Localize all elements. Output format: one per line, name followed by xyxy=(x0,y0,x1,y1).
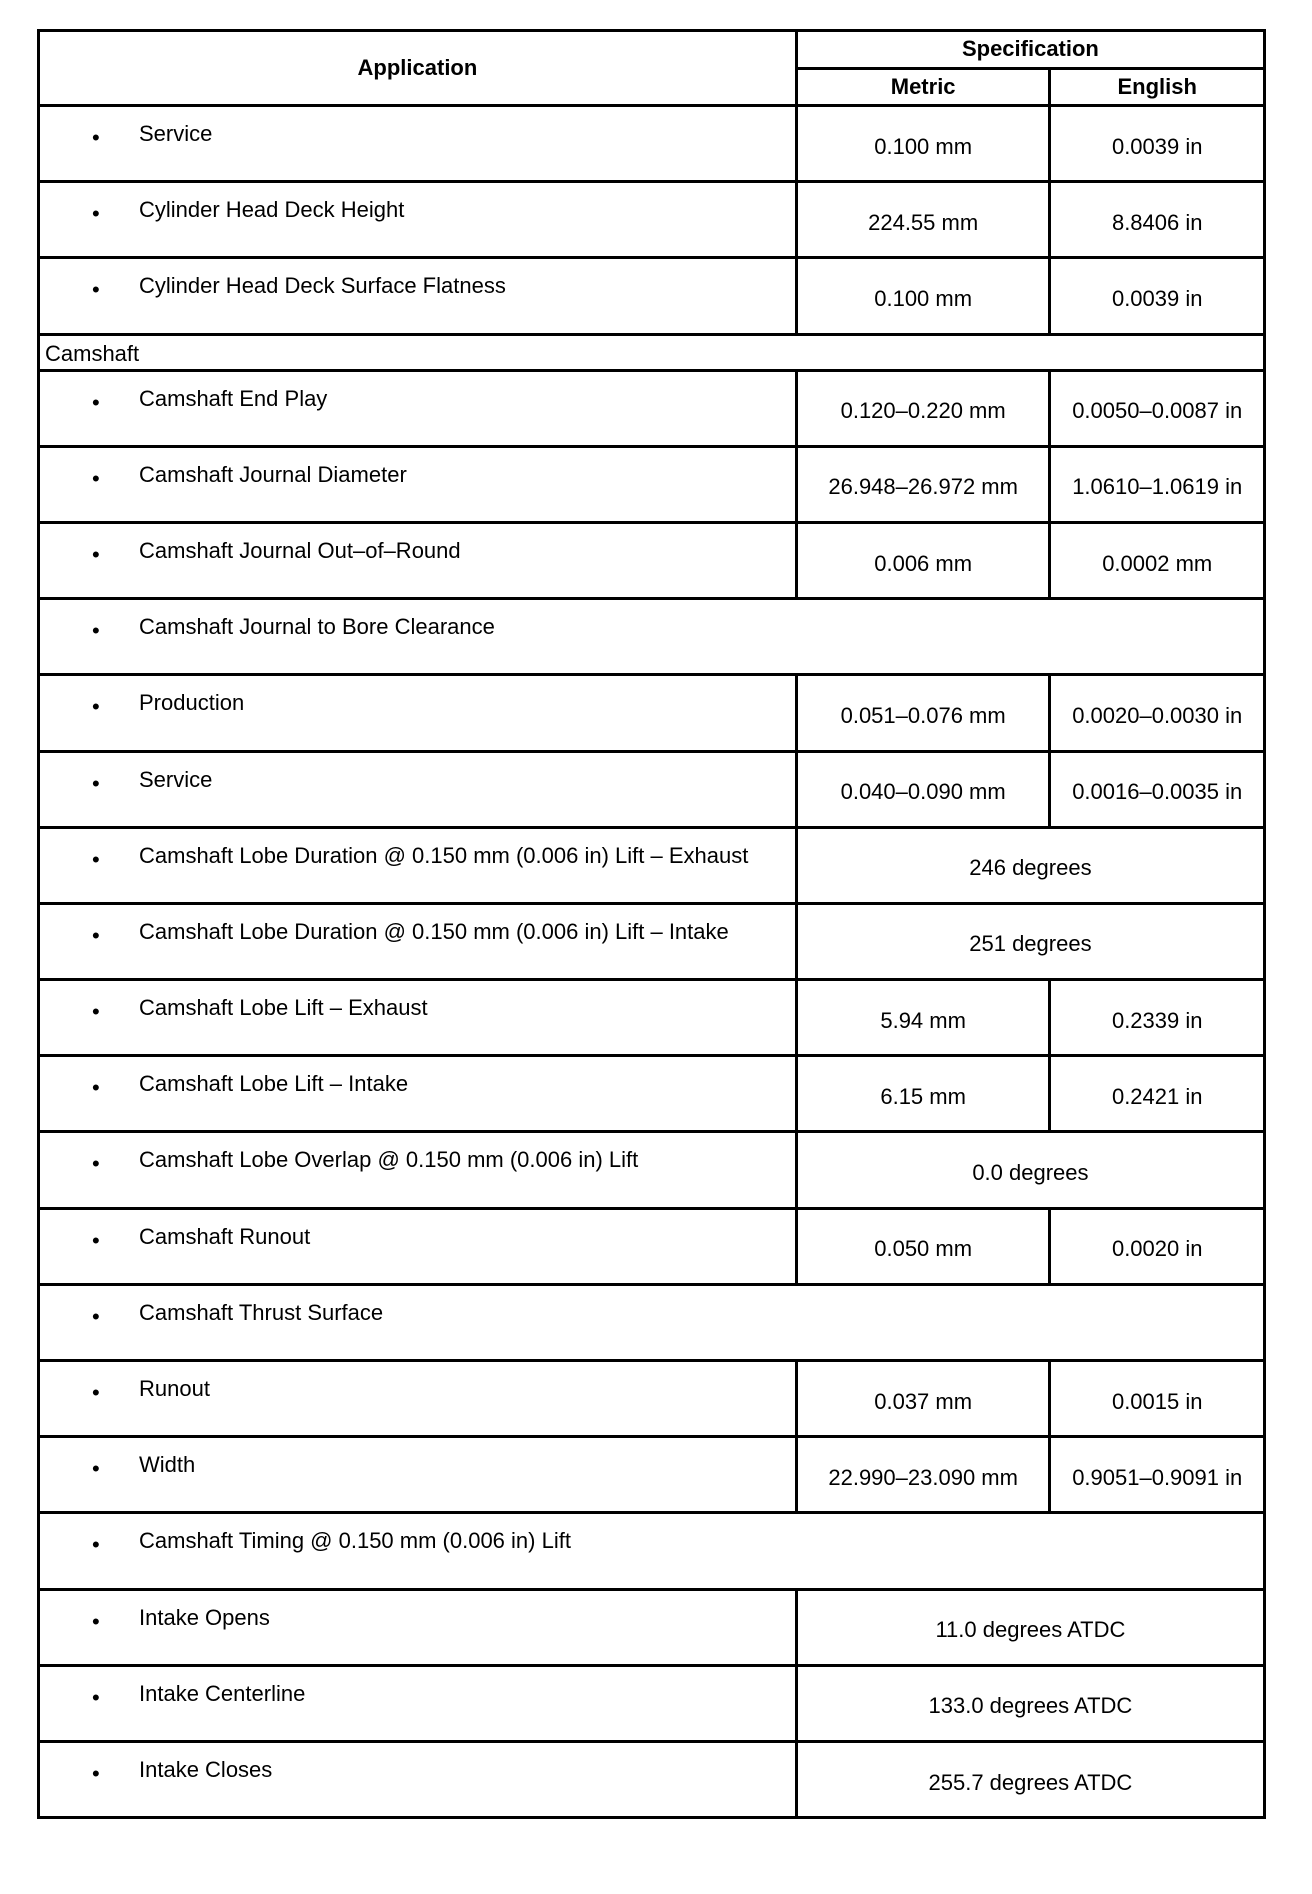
english-value: 0.0020–0.0030 in xyxy=(1050,675,1265,751)
application-label: Camshaft Thrust Surface xyxy=(139,1299,384,1325)
metric-value: 0.040–0.090 mm xyxy=(796,751,1050,827)
application-cell xyxy=(39,980,797,1056)
application-label: Camshaft Lobe Lift – Exhaust xyxy=(139,995,428,1021)
specification-header: Specification xyxy=(796,31,1264,69)
english-value: 0.0039 in xyxy=(1050,258,1265,334)
application-cell xyxy=(39,1437,797,1513)
section-title: Camshaft xyxy=(39,334,1265,370)
english-value: 0.2421 in xyxy=(1050,1056,1265,1132)
specification-value: 0.0 degrees xyxy=(796,1132,1264,1208)
table-row xyxy=(39,446,1265,522)
application-label: Camshaft Runout xyxy=(139,1223,311,1249)
application-cell xyxy=(39,1361,797,1437)
english-value: 0.0039 in xyxy=(1050,106,1265,182)
specification-value: 133.0 degrees ATDC xyxy=(796,1665,1264,1741)
bullet-icon: • xyxy=(92,618,100,644)
application-cell xyxy=(39,1513,1265,1589)
application-label: Camshaft Lobe Overlap @ 0.150 mm (0.006 in) Lift xyxy=(139,1147,639,1173)
specification-value: 251 degrees xyxy=(796,903,1264,979)
spec-table xyxy=(37,29,1266,1819)
metric-value: 0.037 mm xyxy=(796,1361,1050,1437)
bullet-icon: • xyxy=(92,1760,100,1786)
application-label: Camshaft Journal to Bore Clearance xyxy=(139,614,495,640)
table-row xyxy=(39,1437,1265,1513)
table-row xyxy=(39,258,1265,334)
metric-value: 5.94 mm xyxy=(796,980,1050,1056)
application-label: Production xyxy=(139,690,245,716)
application-label: Camshaft Lobe Duration @ 0.150 mm (0.006 in) Lift – Intake xyxy=(139,918,729,944)
application-cell xyxy=(39,675,797,751)
table-row xyxy=(39,1284,1265,1360)
english-value: 0.0050–0.0087 in xyxy=(1050,370,1265,446)
section-row xyxy=(39,334,1265,370)
application-cell xyxy=(39,258,797,334)
table-row xyxy=(39,1589,1265,1665)
application-label: Camshaft Lobe Lift – Intake xyxy=(139,1071,409,1097)
table-row xyxy=(39,106,1265,182)
application-cell xyxy=(39,599,1265,675)
metric-value: 0.120–0.220 mm xyxy=(796,370,1050,446)
application-header: Application xyxy=(39,31,797,106)
english-header: English xyxy=(1050,68,1265,106)
application-label: Service xyxy=(139,121,213,146)
bullet-icon: • xyxy=(92,999,100,1025)
english-value: 0.0002 mm xyxy=(1050,522,1265,598)
application-cell xyxy=(39,751,797,827)
metric-value: 0.050 mm xyxy=(796,1208,1050,1284)
bullet-icon: • xyxy=(92,1380,100,1405)
table-row xyxy=(39,1665,1265,1741)
bullet-icon: • xyxy=(92,1608,100,1634)
table-row xyxy=(39,903,1265,979)
table-row xyxy=(39,599,1265,675)
table-row xyxy=(39,827,1265,903)
bullet-icon: • xyxy=(92,922,100,948)
application-label: Intake Opens xyxy=(139,1604,270,1630)
application-label: Intake Centerline xyxy=(139,1680,306,1706)
table-row xyxy=(39,1361,1265,1437)
table-row xyxy=(39,522,1265,598)
application-label: Camshaft Journal Out–of–Round xyxy=(139,537,461,563)
application-label: Width xyxy=(139,1452,196,1478)
application-label: Camshaft End Play xyxy=(139,385,328,411)
table-row xyxy=(39,370,1265,446)
application-cell xyxy=(39,446,797,522)
english-value: 1.0610–1.0619 in xyxy=(1050,446,1265,522)
application-label: Camshaft Timing @ 0.150 mm (0.006 in) Lift xyxy=(139,1528,571,1554)
bullet-icon: • xyxy=(92,1456,100,1482)
bullet-icon: • xyxy=(92,277,100,303)
spec-body xyxy=(39,106,1265,1818)
application-cell xyxy=(39,1665,797,1741)
english-value: 0.0020 in xyxy=(1050,1208,1265,1284)
english-value: 8.8406 in xyxy=(1050,182,1265,258)
bullet-icon: • xyxy=(92,1075,100,1101)
bullet-icon: • xyxy=(92,1151,100,1177)
application-label: Camshaft Journal Diameter xyxy=(139,461,407,487)
english-value: 0.0015 in xyxy=(1050,1361,1265,1437)
application-label: Service xyxy=(139,766,213,792)
application-cell xyxy=(39,1132,797,1208)
application-cell xyxy=(39,106,797,182)
application-cell xyxy=(39,1056,797,1132)
bullet-icon: • xyxy=(92,125,100,150)
table-row xyxy=(39,751,1265,827)
metric-value: 224.55 mm xyxy=(796,182,1050,258)
application-cell xyxy=(39,182,797,258)
bullet-icon: • xyxy=(92,846,100,872)
table-row xyxy=(39,182,1265,258)
header-row xyxy=(39,31,1265,69)
table-row xyxy=(39,1056,1265,1132)
bullet-icon: • xyxy=(92,1303,100,1329)
application-cell xyxy=(39,1284,1265,1360)
application-label: Intake Closes xyxy=(139,1756,273,1782)
english-value: 0.0016–0.0035 in xyxy=(1050,751,1265,827)
bullet-icon: • xyxy=(92,389,100,415)
application-cell xyxy=(39,1589,797,1665)
english-value: 0.9051–0.9091 in xyxy=(1050,1437,1265,1513)
bullet-icon: • xyxy=(92,1227,100,1253)
table-row xyxy=(39,1513,1265,1589)
bullet-icon: • xyxy=(92,1684,100,1710)
application-cell xyxy=(39,370,797,446)
table-row xyxy=(39,1132,1265,1208)
bullet-icon: • xyxy=(92,1532,100,1558)
metric-value: 0.100 mm xyxy=(796,258,1050,334)
specification-value: 246 degrees xyxy=(796,827,1264,903)
bullet-icon: • xyxy=(92,465,100,491)
application-cell xyxy=(39,903,797,979)
bullet-icon: • xyxy=(92,201,100,227)
table-row xyxy=(39,675,1265,751)
table-row xyxy=(39,980,1265,1056)
specification-value: 11.0 degrees ATDC xyxy=(796,1589,1264,1665)
bullet-icon: • xyxy=(92,770,100,796)
application-label: Camshaft Lobe Duration @ 0.150 mm (0.006 in) Lift – Exhaust xyxy=(139,842,749,868)
metric-header: Metric xyxy=(796,68,1050,106)
application-label: Cylinder Head Deck Surface Flatness xyxy=(139,273,506,299)
metric-value: 6.15 mm xyxy=(796,1056,1050,1132)
bullet-icon: • xyxy=(92,541,100,567)
metric-value: 22.990–23.090 mm xyxy=(796,1437,1050,1513)
metric-value: 0.006 mm xyxy=(796,522,1050,598)
table-row xyxy=(39,1741,1265,1817)
specification-value: 255.7 degrees ATDC xyxy=(796,1741,1264,1817)
application-cell xyxy=(39,522,797,598)
bullet-icon: • xyxy=(92,694,100,720)
application-label: Cylinder Head Deck Height xyxy=(139,197,405,223)
english-value: 0.2339 in xyxy=(1050,980,1265,1056)
metric-value: 26.948–26.972 mm xyxy=(796,446,1050,522)
application-cell xyxy=(39,1208,797,1284)
table-row xyxy=(39,1208,1265,1284)
metric-value: 0.051–0.076 mm xyxy=(796,675,1050,751)
application-label: Runout xyxy=(139,1376,210,1401)
application-cell xyxy=(39,1741,797,1817)
metric-value: 0.100 mm xyxy=(796,106,1050,182)
application-cell xyxy=(39,827,797,903)
